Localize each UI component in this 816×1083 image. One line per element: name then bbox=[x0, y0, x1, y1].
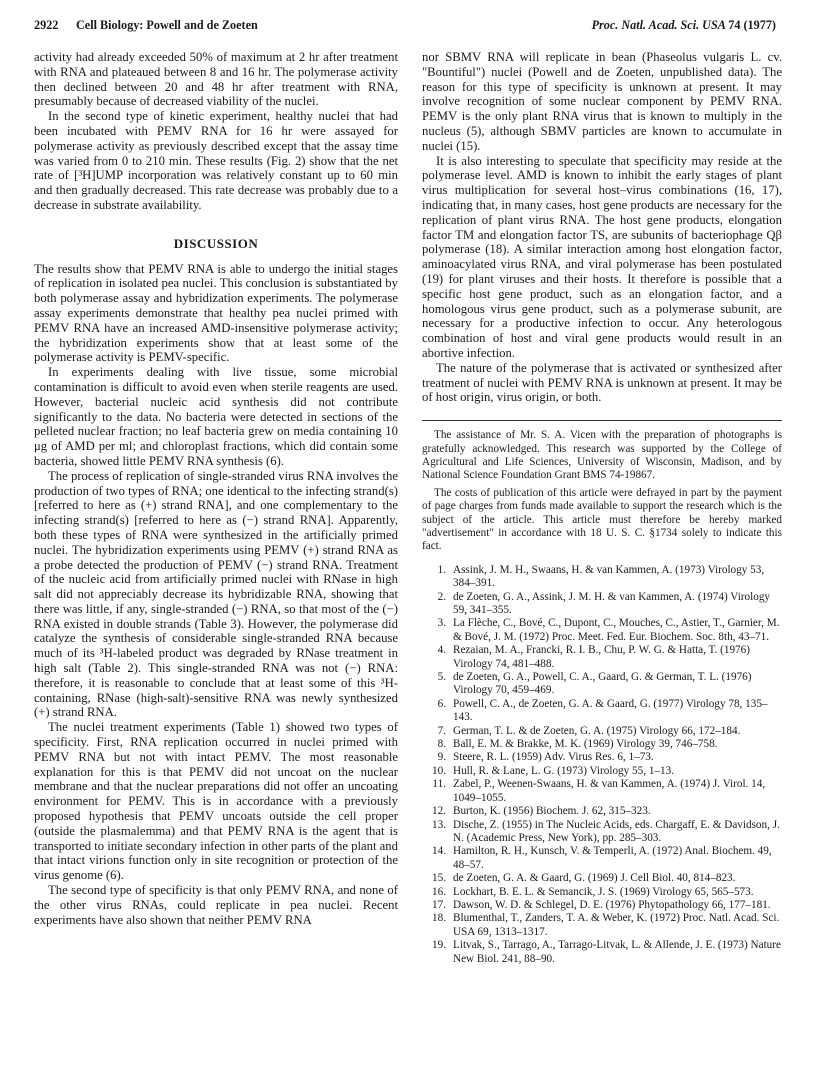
reference-item bbox=[422, 899, 782, 912]
reference-text: Blumenthal, T., Zanders, T. A. & Weber, K. (1972) Proc. Natl. Acad. Sci. USA 69, 1313–1317. bbox=[453, 912, 780, 938]
reference-text: Hamilton, R. H., Kunsch, V. & Temperli, A. (1972) Anal. Biochem. 49, 48–57. bbox=[453, 845, 772, 871]
reference-number: 9. bbox=[437, 751, 446, 764]
reference-number: 2. bbox=[437, 590, 446, 603]
reference-text: de Zoeten, G. A., Assink, J. M. H. & van Kammen, A. (1974) Virology 59, 341–355. bbox=[453, 590, 771, 616]
reference-text: German, T. L. & de Zoeten, G. A. (1975) Virology 66, 172–184. bbox=[453, 724, 741, 737]
body-paragraph: It is also interesting to speculate that specificity may reside at the polymerase level. AMD is known to inhibit the early stages of plant virus multiplication for several host–virus combinations (16, 17), indicating that, in many cases, host gene products are necessary for the replication of plant virus RNA. The host gene products, elongation factor TM and elongation factor TS, are subunits of bacteriophage Qβ polymerase (18). A similar interaction among host elongation factor, aminoacylated virus RNA, and viral polymerase has been postulated (19) for plant viruses and their hosts. It therefore is possible that a specific host gene product, such as an elongation factor, and a homologous virus gene product, such as a polymerase subunit, are necessary for a productive infection to occur. Any heterologous combination of host and viral gene products would result in an abortive infection. bbox=[422, 153, 782, 360]
reference-text: Ball, E. M. & Brakke, M. K. (1969) Virology 39, 746–758. bbox=[453, 738, 718, 751]
reference-number: 4. bbox=[437, 644, 446, 657]
reference-text: Lockhart, B. E. L. & Semancik, J. S. (1969) Virology 65, 565–573. bbox=[453, 885, 754, 898]
reference-text: La Flèche, C., Bové, C., Dupont, C., Mouches, C., Astier, T., Garnier, M. & Bové, J. M. (1972) Proc. Meet. Fed. Eur. Biochem. Soc. 8th, 43–71. bbox=[453, 617, 780, 643]
reference-item bbox=[422, 617, 782, 644]
reference-item bbox=[422, 912, 782, 939]
page-number: 2922 bbox=[34, 18, 59, 32]
reference-number: 10. bbox=[432, 764, 446, 777]
journal-name: Proc. Natl. Acad. Sci. USA bbox=[591, 18, 726, 32]
reference-text: Powell, C. A., de Zoeten, G. A. & Gaard, G. (1977) Virology 78, 135–143. bbox=[453, 697, 768, 724]
reference-item bbox=[422, 738, 782, 751]
reference-item bbox=[422, 872, 782, 885]
journal-volume: 74 (1977) bbox=[728, 18, 776, 32]
body-paragraph: The results show that PEMV RNA is able to undergo the initial stages of replication in isolated pea nuclei. This conclusion is substantiated by both polymerase assay and hybridization experiments. The polymerase assay experiments demonstrate that healthy pea nuclei primed with PEMV RNA have an increased AMD-insensitive polymerase activity; the hybridization experiments show that at least some of the polymerase activity is PEMV-specific. bbox=[34, 261, 398, 365]
reference-list bbox=[422, 564, 782, 966]
body-paragraph: The nature of the polymerase that is activated or synthesized after treatment of nuclei with PEMV RNA is unknown at present. It may be of host origin, virus origin, or both. bbox=[422, 360, 782, 405]
reference-text: Steere, R. L. (1959) Adv. Virus Res. 6, 1–73. bbox=[453, 751, 654, 764]
reference-text: Dische, Z. (1955) in The Nucleic Acids, eds. Chargaff, E. & Davidson, J. N. (Academic Press, New York), pp. 285–303. bbox=[453, 818, 780, 844]
reference-text: Rezaian, M. A., Francki, R. I. B., Chu, P. W. G. & Hatta, T. (1976) Virology 74, 481–488. bbox=[453, 644, 750, 670]
left-column bbox=[34, 50, 398, 927]
body-paragraph: The second type of specificity is that only PEMV RNA, and none of the other virus RNAs, could replicate in pea nuclei. Recent experiments have also shown that neither PEMV RNA bbox=[34, 883, 398, 927]
reference-item bbox=[422, 886, 782, 899]
reference-text: de Zoeten, G. A. & Gaard, G. (1969) J. Cell Biol. 40, 814–823. bbox=[453, 872, 736, 885]
body-paragraph: The process of replication of single-stranded virus RNA involves the production of two types of RNA; one identical to the infecting strand(s) [referred to here as (+) strand RNA], and one complementary to the infecting strand(s) [referred to here as (−) strand RNA]. Apparently, both these types of RNA were synthesized in the artificially primed nuclei. The hybridization experiments using PEMV (+) strand RNA as a probe detected the production of PEMV (−) strand RNA. Treatment of the nucleic acid from artificially primed nuclei with RNase in high salt did not appreciably decrease its hybridizable RNA, showing that there was little, if any, single-stranded (−) RNA, so that most of the (−) RNA existed in double strands (Table 3). However, the polymerase did catalyze the synthesis of considerable single-stranded RNA because much of its ³H-labeled product was degraded by RNase treatment in high salt (Table 2). This single-stranded RNA was not (−) RNA: therefore, it is reasonable to conclude that at least some of this ³H-containing, RNase (high-salt)-sensitive RNA was newly synthesized (+) strand RNA. bbox=[34, 468, 398, 720]
acknowledgment-text: The assistance of Mr. S. A. Vicen with the preparation of photographs is gratefully acknowledged. This research was supported by the College of Agricultural and Life Sciences, University of Wisconsin, Madison, and by National Science Foundation Grant BMS 74-19867. bbox=[422, 429, 782, 482]
reference-number: 14. bbox=[432, 845, 446, 858]
reference-item bbox=[422, 591, 782, 618]
reference-item bbox=[422, 778, 782, 805]
section-heading: DISCUSSION bbox=[173, 235, 259, 251]
journal-citation bbox=[592, 18, 776, 33]
reference-item bbox=[422, 671, 782, 698]
reference-number: 1. bbox=[437, 563, 446, 576]
page-header bbox=[34, 18, 776, 34]
running-title: Cell Biology: Powell and de Zoeten bbox=[76, 18, 258, 32]
reference-item bbox=[422, 725, 782, 738]
reference-item bbox=[422, 939, 782, 966]
reference-text: de Zoeten, G. A., Powell, C. A., Gaard, G. & German, T. L. (1976) Virology 70, 459–469. bbox=[453, 671, 752, 697]
reference-number: 18. bbox=[432, 912, 446, 925]
reference-text: Hull, R. & Lane, L. G. (1973) Virology 55, 1–13. bbox=[453, 764, 674, 777]
reference-item bbox=[422, 698, 782, 725]
reference-item bbox=[422, 819, 782, 846]
reference-number: 8. bbox=[437, 738, 446, 751]
reference-number: 17. bbox=[432, 898, 446, 911]
reference-number: 11. bbox=[432, 778, 446, 791]
reference-number: 15. bbox=[432, 872, 446, 885]
body-paragraph: nor SBMV RNA will replicate in bean (Phaseolus vulgaris L. cv. "Bountiful") nuclei (Powell and de Zoeten, unpublished data). The reason for this type of specificity is unknown at present. It may involve recognition of some nuclear component by PEMV RNA. PEMV is the only plant RNA virus that is known to multiply in the nucleus (5), although SBMV particles are known to accumulate in nuclei (15). bbox=[422, 50, 782, 153]
body-paragraph: activity had already exceeded 50% of maximum at 2 hr after treatment with RNA and plateaued between 8 and 16 hr. The polymerase activity then declined between 20 and 48 hr after treatment with RNA, presumably because of decreased viability of the nuclei. bbox=[34, 50, 398, 109]
reference-number: 5. bbox=[437, 671, 446, 684]
reference-number: 12. bbox=[432, 805, 446, 818]
body-paragraph: In the second type of kinetic experiment, healthy nuclei that had been incubated with PEMV RNA for 16 hr were assayed for polymerase activity as previously described except that the assay time was varied from 0 to 210 min. These results (Fig. 2) show that the net rate of [³H]UMP incorporation was relatively constant up to 60 min and then gradually decreased. This rate decrease was probably due to a decrease in substrate availability. bbox=[34, 109, 398, 212]
body-paragraph: In experiments dealing with live tissue, some microbial contamination is difficult to avoid even when sterile reagents are used. However, bacterial nucleic acid synthesis did not contribute significantly to the data. No bacteria were detected in sections of the pelleted nuclear fraction; no leaf bacteria grew on media containing 10 μg of AMD per ml; and chloroplast fractions, which did contain some bacteria, showed little PEMV RNA synthesis (6). bbox=[34, 365, 398, 468]
reference-number: 19. bbox=[432, 939, 446, 952]
right-column bbox=[422, 50, 782, 966]
reference-number: 6. bbox=[437, 697, 446, 710]
reference-item bbox=[422, 845, 782, 872]
reference-item bbox=[422, 751, 782, 764]
reference-text: Zabel, P., Weenen-Swaans, H. & van Kammen, A. (1974) J. Virol. 14, 1049–1055. bbox=[453, 778, 766, 804]
reference-number: 7. bbox=[437, 724, 446, 737]
reference-item bbox=[422, 805, 782, 818]
reference-number: 13. bbox=[432, 818, 446, 831]
reference-item bbox=[422, 644, 782, 671]
body-paragraph: The nuclei treatment experiments (Table 1) showed two types of specificity. First, RNA replication occurred in nuclei primed with PEMV RNA but not with intact PEMV. The most reasonable explanation for this is that PEMV did not uncoat on the nuclear membrane and that the nuclear preparations did not offer an uncoating environment for PEMV. This is in accordance with a previously proposed hypothesis that PEMV uncoats outside the cell proper (outside the plasmalemma) and that PEMV RNA is the agent that is transported to initiate secondary infection in other parts of the plant and that intact virions function only in site recognition or protection of the virus genome (6). bbox=[34, 720, 398, 883]
reference-number: 16. bbox=[432, 885, 446, 898]
reference-item bbox=[422, 564, 782, 591]
acknowledgments bbox=[422, 420, 782, 554]
reference-text: Burton, K. (1956) Biochem. J. 62, 315–323. bbox=[453, 805, 651, 818]
reference-text: Litvak, S., Tarrago, A., Tarrago-Litvak, L. & Allende, J. E. (1973) Nature New Biol. 241, 88–90. bbox=[453, 939, 781, 965]
publication-cost-note: The costs of publication of this article were defrayed in part by the payment of page charges from funds made available to support the research which is the subject of the article. This article must therefore be hereby marked "advertisement" in accordance with 18 U. S. C. §1734 solely to indicate this fact. bbox=[422, 486, 782, 553]
reference-number: 3. bbox=[437, 617, 446, 630]
reference-text: Assink, J. M. H., Swaans, H. & van Kammen, A. (1973) Virology 53, 384–391. bbox=[453, 563, 765, 590]
reference-item bbox=[422, 765, 782, 778]
reference-text: Dawson, W. D. & Schlegel, D. E. (1976) Phytopathology 66, 177–181. bbox=[453, 898, 771, 911]
